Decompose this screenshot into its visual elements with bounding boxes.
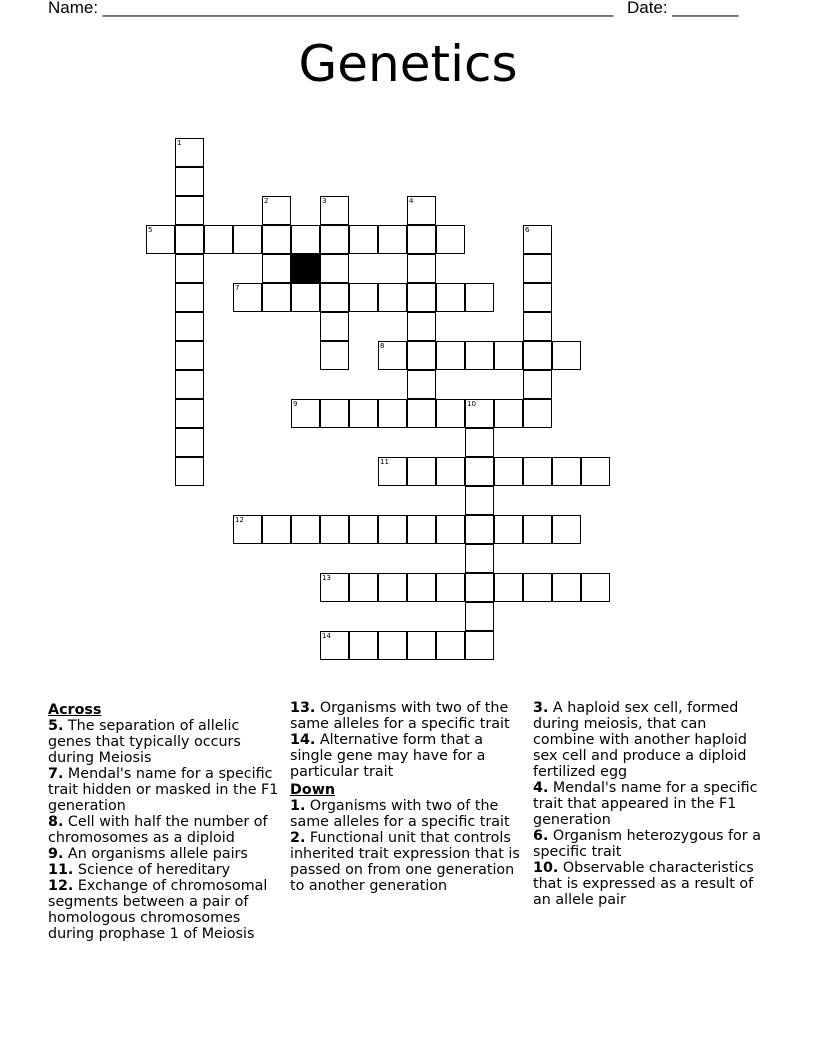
clue-number-label: 10 [467,400,476,408]
crossword-cell[interactable] [465,428,494,457]
clue-text: Organisms with two of the same alleles for a specific trait [290,798,510,830]
crossword-cell[interactable] [407,283,436,312]
clues-column-1 [48,700,284,942]
crossword-cell[interactable] [262,515,291,544]
crossword-cell[interactable] [320,631,349,660]
clue-text: Organism heterozygous for a specific trait [533,828,761,860]
clue-item [48,766,284,814]
clue-number: 9. [48,846,64,862]
crossword-cell[interactable] [465,283,494,312]
clue-number-label: 2 [264,197,269,205]
crossword-cell[interactable] [436,457,465,486]
crossword-cell[interactable] [349,515,378,544]
clue-item [48,718,284,766]
clue-number: 1. [290,798,306,814]
clue-number-label: 7 [235,284,240,292]
clue-item [48,846,284,862]
crossword-cell[interactable] [349,573,378,602]
clue-text: An organisms allele pairs [63,846,248,862]
crossword-cell[interactable] [552,341,581,370]
crossword-cell[interactable] [378,631,407,660]
crossword-cell[interactable] [291,225,320,254]
crossword-cell[interactable] [349,283,378,312]
crossword-cell[interactable] [262,283,291,312]
crossword-cell[interactable] [175,399,204,428]
crossword-cell[interactable] [436,631,465,660]
crossword-cell[interactable] [523,399,552,428]
crossword-cell[interactable] [436,283,465,312]
clue-text: The separation of allelic genes that typically occurs during Meiosis [48,718,241,766]
crossword-cell[interactable] [349,225,378,254]
clue-number-label: 14 [322,632,331,640]
clue-item [48,862,284,878]
clue-text: A haploid sex cell, formed during meiosis, that can combine with another haploid sex cell and produce a diploid fertilized egg [533,700,747,780]
crossword-cell[interactable] [552,457,581,486]
crossword-cell[interactable] [494,573,523,602]
date-field-label: Date: _______ [627,0,739,17]
crossword-cell[interactable] [349,399,378,428]
crossword-cell[interactable] [494,457,523,486]
crossword-cell[interactable] [175,312,204,341]
clue-number-label: 12 [235,516,244,524]
name-field-label: Name: ______________________________________________________ [48,0,614,17]
crossword-cell[interactable] [552,515,581,544]
clue-item [290,830,526,894]
clue-number-label: 4 [409,197,414,205]
crossword-cell[interactable] [436,225,465,254]
crossword-cell[interactable] [320,399,349,428]
crossword-cell[interactable] [175,196,204,225]
crossword-cell[interactable] [407,515,436,544]
crossword-cell[interactable] [320,341,349,370]
crossword-cell[interactable] [407,225,436,254]
crossword-cell[interactable] [581,457,610,486]
clue-number: 12. [48,878,74,894]
crossword-cell[interactable] [320,283,349,312]
crossword-cell[interactable] [494,341,523,370]
crossword-cell[interactable] [523,515,552,544]
crossword-cell[interactable] [262,225,291,254]
clue-text: Organisms with two of the same alleles for a specific trait [290,700,510,732]
clue-number-label: 1 [177,139,182,147]
crossword-cell[interactable] [407,631,436,660]
crossword-cell[interactable] [436,399,465,428]
crossword-cell[interactable] [378,457,407,486]
crossword-cell[interactable] [523,457,552,486]
clue-number: 6. [533,828,549,844]
col2-across-clues [290,700,526,780]
clue-number-label: 3 [322,197,327,205]
crossword-cell[interactable] [378,573,407,602]
crossword-cell[interactable] [175,167,204,196]
crossword-cell[interactable] [465,544,494,573]
black-cell [291,254,320,283]
crossword-cell[interactable] [320,312,349,341]
crossword-cell[interactable] [378,515,407,544]
clue-text: Science of hereditary [73,862,231,878]
clue-text: Functional unit that controls inherited trait expression that is passed on from one generation to another generation [290,830,520,894]
crossword-cell[interactable] [175,370,204,399]
crossword-cell[interactable] [175,457,204,486]
crossword-cell[interactable] [407,370,436,399]
crossword-cell[interactable] [320,515,349,544]
crossword-cell[interactable] [233,515,262,544]
crossword-cell[interactable] [407,312,436,341]
clue-item [533,828,765,860]
crossword-cell[interactable] [465,457,494,486]
crossword-cell[interactable] [407,196,436,225]
crossword-cell[interactable] [436,515,465,544]
crossword-cell[interactable] [523,573,552,602]
page-title: Genetics [298,35,518,93]
crossword-cell[interactable] [523,225,552,254]
crossword-cell[interactable] [291,399,320,428]
crossword-cell[interactable] [204,225,233,254]
crossword-cell[interactable] [523,254,552,283]
clue-item [290,798,526,830]
crossword-cell[interactable] [378,225,407,254]
col1-clues [48,718,284,942]
clue-number: 4. [533,780,549,796]
clue-item [290,732,526,780]
down-heading: Down [290,782,336,798]
crossword-cell[interactable] [262,196,291,225]
clue-number-label: 9 [293,400,298,408]
crossword-cell[interactable] [407,254,436,283]
crossword-cell[interactable] [378,399,407,428]
crossword-cell[interactable] [320,254,349,283]
clue-number: 2. [290,830,306,846]
clue-number: 3. [533,700,549,716]
clue-item [48,814,284,846]
crossword-cell[interactable] [523,370,552,399]
clue-item [48,878,284,942]
crossword-cell[interactable] [175,341,204,370]
crossword-cell[interactable] [465,341,494,370]
crossword-cell[interactable] [349,631,378,660]
clue-number-label: 13 [322,574,331,582]
crossword-cell[interactable] [320,225,349,254]
clue-item [290,700,526,732]
crossword-cell[interactable] [233,225,262,254]
crossword-cell[interactable] [436,341,465,370]
crossword-cell[interactable] [175,254,204,283]
crossword-cell[interactable] [494,515,523,544]
clues-column-3 [533,700,765,908]
crossword-cell[interactable] [175,283,204,312]
crossword-cell[interactable] [465,486,494,515]
crossword-cell[interactable] [407,457,436,486]
crossword-cell[interactable] [378,283,407,312]
crossword-cell[interactable] [407,341,436,370]
crossword-cell[interactable] [146,225,175,254]
crossword-cell[interactable] [465,602,494,631]
crossword-cell[interactable] [320,573,349,602]
clue-text: Mendal's name for a specific trait hidden or masked in the F1 generation [48,766,279,814]
clue-number: 11. [48,862,74,878]
clue-number: 13. [290,700,316,716]
crossword-cell[interactable] [552,573,581,602]
clue-text: Alternative form that a single gene may have for a particular trait [290,732,486,780]
clue-text: Observable characteristics that is expressed as a result of an allele pair [533,860,754,908]
clue-number-label: 11 [380,458,389,466]
clue-number: 8. [48,814,64,830]
clue-number: 7. [48,766,64,782]
clue-number: 5. [48,718,64,734]
crossword-cell[interactable] [378,341,407,370]
crossword-cell[interactable] [465,631,494,660]
crossword-cell[interactable] [465,515,494,544]
crossword-cell[interactable] [523,283,552,312]
crossword-cell[interactable] [291,515,320,544]
crossword-cell[interactable] [407,573,436,602]
clue-number: 14. [290,732,316,748]
crossword-cell[interactable] [494,399,523,428]
crossword-cell[interactable] [465,573,494,602]
clue-item [533,860,765,908]
crossword-cell[interactable] [436,573,465,602]
clue-text: Exchange of chromosomal segments between a pair of homologous chromosomes during prophase 1 of Meiosis [48,878,268,942]
crossword-cell[interactable] [465,399,494,428]
clue-number: 10. [533,860,559,876]
clue-item [533,780,765,828]
crossword-cell[interactable] [233,283,262,312]
clue-text: Cell with half the number of chromosomes as a diploid [48,814,268,846]
col2-down-clues [290,798,526,894]
crossword-cell[interactable] [320,196,349,225]
clue-item [533,700,765,780]
clue-number-label: 8 [380,342,385,350]
clue-number-label: 5 [148,226,153,234]
crossword-cell[interactable] [523,341,552,370]
col3-down-clues [533,700,765,908]
crossword-cell[interactable] [407,399,436,428]
clue-text: Mendal's name for a specific trait that appeared in the F1 generation [533,780,758,828]
clues-column-2 [290,700,526,894]
crossword-cell[interactable] [262,254,291,283]
crossword-cell[interactable] [581,573,610,602]
clue-number-label: 6 [525,226,530,234]
across-heading: Across [48,702,102,718]
crossword-cell[interactable] [291,283,320,312]
crossword-cell[interactable] [175,225,204,254]
crossword-cell[interactable] [175,428,204,457]
crossword-cell[interactable] [523,312,552,341]
crossword-cell[interactable] [175,138,204,167]
